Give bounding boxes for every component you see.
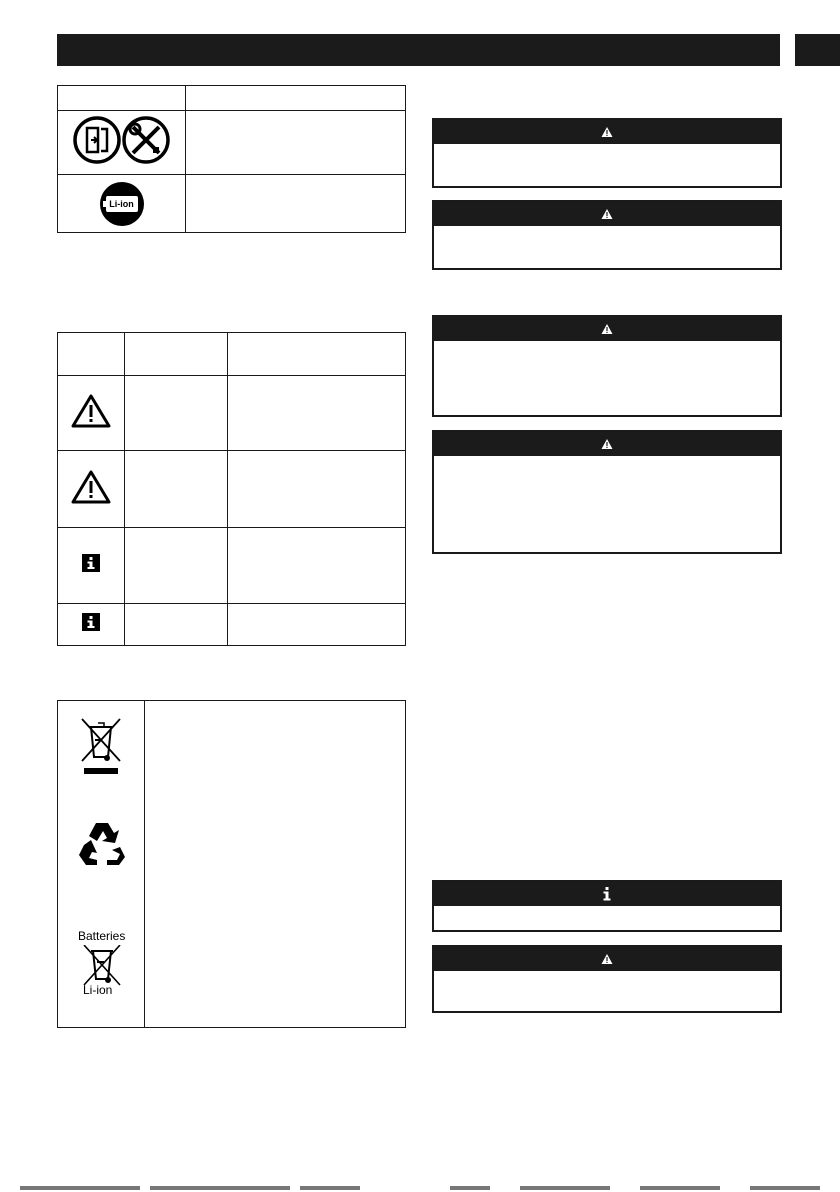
warning-notice: [432, 315, 782, 417]
signal-row-2-meaning: [228, 451, 406, 528]
signal-row-3-signal: [125, 528, 228, 604]
signal-header-signal: [125, 333, 228, 376]
info-icon: [82, 554, 100, 572]
symbols-table: [57, 85, 406, 233]
symbols-row-2-text: [186, 175, 406, 233]
signal-row-1-signal: [125, 376, 228, 451]
warning-notice: [432, 945, 782, 1013]
table-row: [58, 451, 406, 528]
batteries-label: Batteries: [78, 929, 126, 943]
signal-row-4-meaning: [228, 604, 406, 646]
warning-triangle-icon: [70, 393, 112, 429]
signal-header-meaning: [228, 333, 406, 376]
warning-triangle-icon: [601, 954, 613, 965]
info-icon: [82, 613, 100, 631]
li-ion-label: Li-ion: [109, 198, 134, 209]
warning-notice: [432, 200, 782, 270]
table-row: [58, 376, 406, 451]
info-icon: [603, 887, 611, 901]
warning-triangle-icon: [601, 324, 613, 335]
disposal-table: [57, 700, 406, 1028]
header-bar: [57, 34, 780, 66]
table-row: [58, 111, 406, 175]
table-row: [58, 604, 406, 646]
disposal-text: [145, 701, 406, 1028]
info-notice: [432, 880, 782, 932]
warning-triangle-icon: [70, 469, 112, 505]
signal-table: [57, 332, 406, 646]
signal-header-symbol: [58, 333, 125, 376]
warning-notice: [432, 430, 782, 554]
li-ion-battery-icon: [100, 182, 144, 226]
crossed-out-bin-icon: [80, 717, 122, 775]
page-tab: [795, 34, 840, 66]
warning-triangle-icon: [601, 209, 613, 220]
signal-row-1-meaning: [228, 376, 406, 451]
table-row: [58, 175, 406, 233]
remove-battery-and-tools-icon: [73, 115, 171, 165]
batteries-li-ion-bin-icon: [82, 945, 122, 987]
symbols-row-1-text: [186, 111, 406, 175]
signal-row-3-meaning: [228, 528, 406, 604]
warning-triangle-icon: [601, 127, 613, 138]
warning-triangle-icon: [601, 439, 613, 450]
symbols-header-explanation: [186, 86, 406, 111]
table-row: [58, 528, 406, 604]
signal-row-2-signal: [125, 451, 228, 528]
bottom-edge-marks: [0, 1186, 840, 1192]
signal-row-4-signal: [125, 604, 228, 646]
warning-notice: [432, 118, 782, 188]
recycle-icon: [78, 819, 126, 867]
li-ion-label: Li-ion: [83, 983, 113, 997]
symbols-header-symbol: [58, 86, 186, 111]
